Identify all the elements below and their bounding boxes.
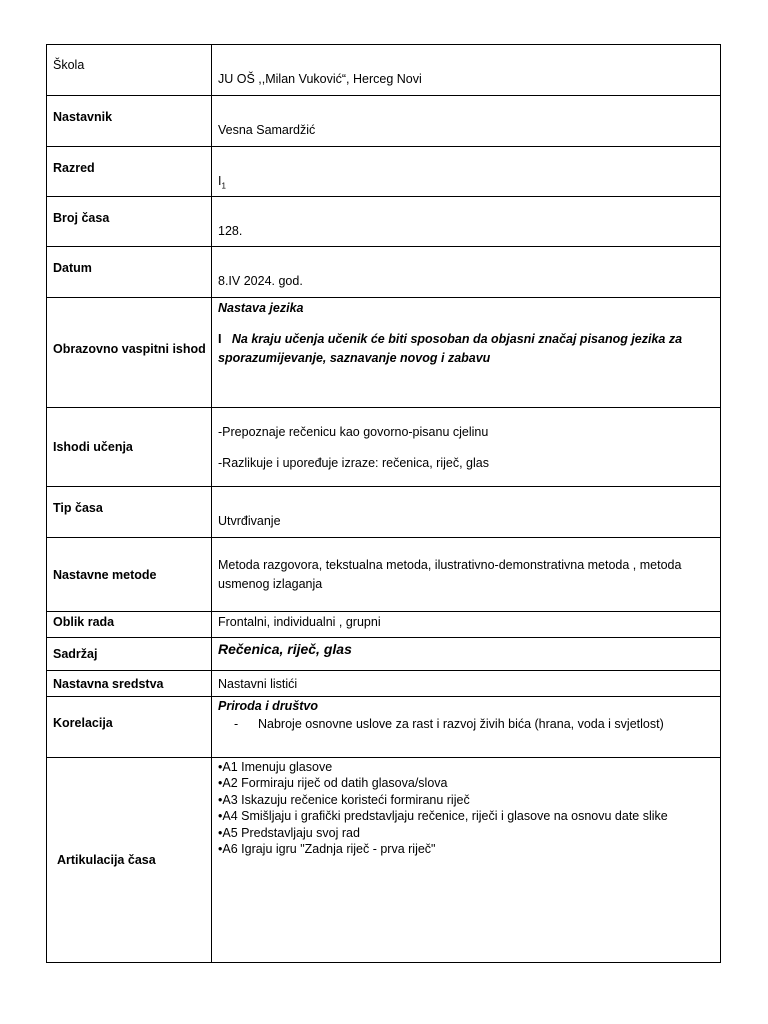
row-value: Frontalni, individualni , grupni	[218, 615, 381, 629]
row-value: Vesna Samardžić	[218, 123, 316, 137]
row-label: Oblik rada	[53, 615, 115, 629]
ishod-heading: Nastava jezika	[218, 301, 304, 315]
label-cell	[47, 197, 212, 247]
row-value: JU OŠ ,,Milan Vuković“, Herceg Novi	[218, 72, 422, 86]
row-razred	[47, 147, 721, 197]
value-cell	[212, 671, 721, 697]
row-korelacija	[47, 697, 721, 758]
row-sredstva	[47, 671, 721, 697]
row-label: Škola	[53, 58, 85, 72]
list-item: •A6 Igraju igru "Zadnja riječ - prva riječ"	[218, 842, 436, 857]
row-nastavnik	[47, 96, 721, 147]
row-tip-casa	[47, 487, 721, 538]
value-cell	[212, 197, 721, 247]
row-value: Rečenica, riječ, glas	[218, 641, 352, 657]
ishod-item: -Prepoznaje rečenicu kao govorno-pisanu cjelinu	[218, 425, 489, 439]
row-label: Sadržaj	[53, 647, 98, 661]
label-cell	[47, 758, 212, 963]
row-value: $I_1$	[218, 174, 226, 191]
label-cell	[47, 671, 212, 697]
row-metode	[47, 538, 721, 612]
value-cell	[212, 247, 721, 298]
lesson-plan-table	[46, 44, 721, 963]
artikulacija-list	[212, 758, 720, 857]
label-cell	[47, 487, 212, 538]
label-cell	[47, 96, 212, 147]
value-cell	[212, 147, 721, 197]
ishod-text: I Na kraju učenja učenik će biti sposoban da objasni značaj pisanog jezika za sporazumijevanje, saznavanje novog i zabavu	[218, 332, 683, 365]
korelacija-list	[212, 716, 720, 732]
row-label: Ishodi učenja	[53, 440, 133, 454]
label-cell	[47, 408, 212, 487]
label-cell	[47, 612, 212, 638]
row-oblik	[47, 612, 721, 638]
list-item: •A3 Iskazuju rečenice koristeći formiranu riječ	[218, 792, 470, 807]
value-cell	[212, 298, 721, 408]
value-cell	[212, 96, 721, 147]
value-cell	[212, 697, 721, 758]
row-label: Broj časa	[53, 211, 110, 225]
value-cell	[212, 408, 721, 487]
ishod-item: -Razlikuje i upoređuje izraze: rečenica, riječ, glas	[218, 456, 489, 470]
row-label: Nastavnik	[53, 110, 113, 124]
label-cell	[47, 638, 212, 671]
list-item: •A4 Smišljaju i grafički predstavljaju rečenice, riječi i glasove na osnovu date slike	[218, 809, 668, 824]
list-item: •A5 Predstavljaju svoj rad	[218, 825, 360, 840]
value-cell	[212, 45, 721, 96]
list-item: - Nabroje osnovne uslove za rast i razvoj živih bića (hrana, voda i svjetlost)	[234, 717, 664, 731]
label-cell	[47, 538, 212, 612]
value-cell	[212, 612, 721, 638]
row-artikulacija	[47, 758, 721, 963]
value-cell	[212, 487, 721, 538]
row-skola	[47, 45, 721, 96]
row-value: Nastavni listići	[218, 676, 298, 691]
value-cell	[212, 538, 721, 612]
label-cell	[47, 45, 212, 96]
row-label: Artikulacija časa	[57, 853, 156, 867]
label-cell	[47, 147, 212, 197]
list-item: •A1 Imenuju glasove	[218, 760, 333, 774]
row-label: Nastavna sredstva	[53, 676, 164, 691]
row-broj-casa	[47, 197, 721, 247]
row-value: 8.IV 2024. god.	[218, 274, 303, 288]
row-value: 128.	[218, 224, 243, 238]
row-ishod	[47, 298, 721, 408]
label-cell	[47, 298, 212, 408]
row-value: Utvrđivanje	[218, 514, 281, 528]
row-sadrzaj	[47, 638, 721, 671]
label-cell	[47, 247, 212, 298]
row-label: Obrazovno vaspitni ishod	[53, 341, 206, 356]
list-item: •A2 Formiraju riječ od datih glasova/slova	[218, 776, 448, 791]
row-label: Datum	[53, 261, 92, 275]
value-cell	[212, 638, 721, 671]
row-label: Korelacija	[53, 716, 113, 730]
row-label: Tip časa	[53, 501, 103, 515]
value-cell	[212, 758, 721, 963]
row-value: Metoda razgovora, tekstualna metoda, ilustrativno-demonstrativna metoda , metoda usmenog izlaganja	[218, 557, 682, 591]
row-datum	[47, 247, 721, 298]
label-cell	[47, 697, 212, 758]
row-label: Razred	[53, 161, 95, 175]
row-ishodi-ucenja	[47, 408, 721, 487]
korelacija-heading: Priroda i društvo	[218, 699, 319, 713]
row-label: Nastavne metode	[53, 567, 157, 582]
